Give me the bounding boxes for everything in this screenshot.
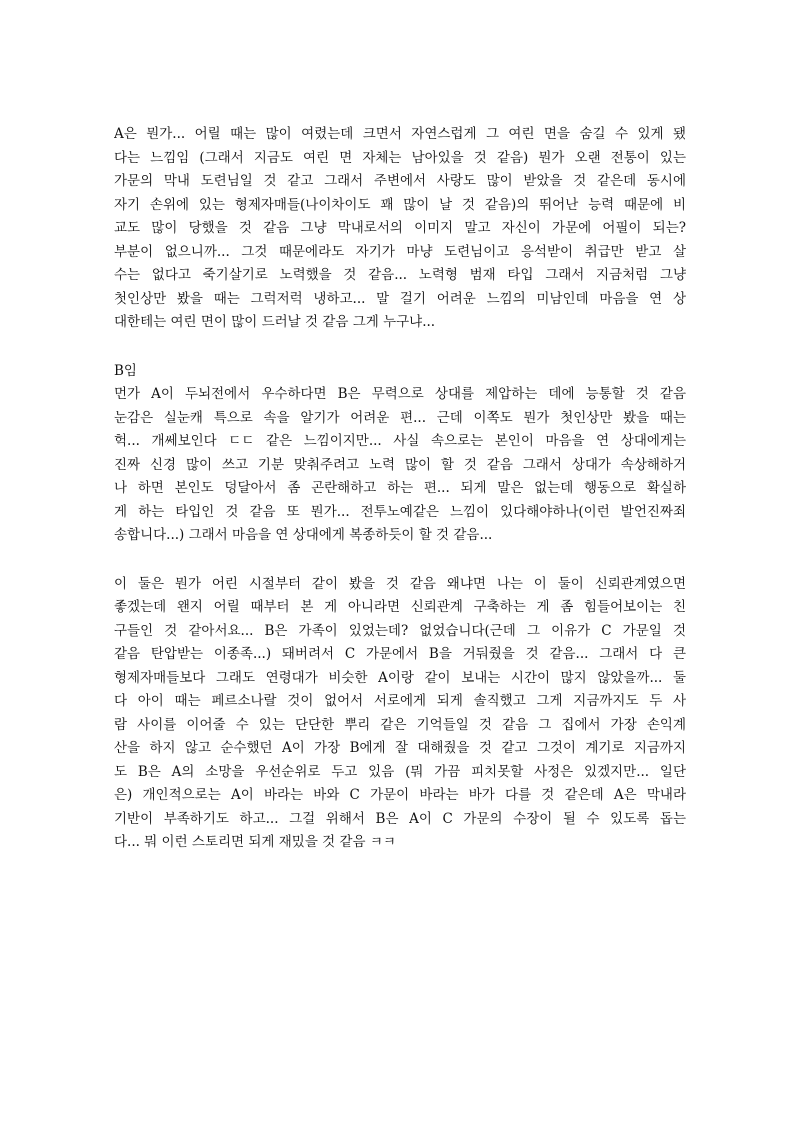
text-line: 이 둘은 뭔가 어린 시절부터 같이 봤을 것 같음 왜냐면 나는 이 둘이 신뢰관계였으면 [114,575,686,592]
text-line: 다 아이 때는 페르소나랄 것이 없어서 서로에게 되게 솔직했고 그게 지금까지도 두 사 [114,693,686,709]
text-line: 대한테는 여린 면이 많이 드러날 것 같음 그게 누구냐... [114,314,436,330]
paragraph-b [114,383,686,548]
text-line: A은 뭔가... 어릴 때는 많이 여렸는데 크면서 자연스럽게 그 여린 면을 숨길 수 있게 됐 [114,126,686,142]
text-line: 눈감은 실눈캐 특으로 속을 알기가 어려운 편... 근데 이쪽도 뭔가 첫인상만 봤을 때는 [114,409,686,426]
text-line: 교도 많이 당했을 것 같음 그냥 막내로서의 이미지 말고 자신이 가문에 어필이 되는? [114,220,686,236]
paragraph-b-section [114,360,686,548]
text-line: 먼가 A이 두뇌전에서 우수하다면 B은 무력으로 상대를 제압하는 데에 능통할 것 같음 [114,386,686,402]
text-line: 형제자매들보다 그래도 연령대가 비슷한 A이랑 같이 보내는 시간이 많지 않았을까... 둘 [114,669,686,686]
text-line: 같음 탄압받는 이종족...) 돼버려서 C 가문에서 B을 거둬줬을 것 같음... 그래서 다 큰 [114,646,686,662]
text-line: 다는 느낌임 (그래서 지금도 여린 면 자체는 남아있을 것 같음) 뭔가 오랜 전통이 있는 [114,149,686,166]
document-page [114,123,686,880]
paragraph-c [114,573,686,855]
text-line: 은) 개인적으로는 A이 바라는 바와 C 가문이 바라는 바가 다를 것 같은데 A은 막내라 [114,787,686,803]
text-line: 다... 뭐 이런 스토리면 되게 재밌을 것 같음 ㅋㅋ [114,834,396,850]
text-line: 진짜 신경 많이 쓰고 기분 맞춰주려고 노력 많이 할 것 같음 그래서 상대가 속상해하거 [114,456,686,473]
text-line: 나 하면 본인도 덩달아서 좀 곤란해하고 하는 편... 되게 말은 없는데 행동으로 확실하 [114,480,686,496]
text-line: 송합니다...) 그래서 마음을 연 상대에게 복종하듯이 할 것 같음... [114,527,493,543]
text-line: 도 B은 A의 소망을 우선순위로 두고 있음 (뭐 가끔 피치못할 사정은 있겠지만... 일단 [114,763,686,780]
text-line: 기반이 부족하기도 하고... 그걸 위해서 B은 A이 C 가문의 수장이 될 수 있도록 돕는 [114,810,686,827]
paragraph-a [114,123,686,335]
text-line: 수는 없다고 죽기살기로 노력했을 것 같음... 노력형 범재 타입 그래서 지금처럼 그냥 [114,267,686,283]
section-label-b: B임 [114,362,137,379]
text-line: 가문의 막내 도련님일 것 같고 그래서 주변에서 사랑도 많이 받았을 것 같은데 동시에 [114,173,686,189]
text-line: 좋겠는데 왠지 어릴 때부터 본 게 아니라면 신뢰관계 구축하는 게 좀 힘들어보이는 친 [114,599,686,615]
text-line: 헉... 개쎄보인다 ㄷㄷ 같은 느낌이지만... 사실 속으로는 본인이 마음을 연 상대에게는 [114,433,686,449]
text-line: 람 사이를 이어줄 수 있는 단단한 뿌리 같은 기억들일 것 같음 그 집에서 가장 손익계 [114,716,686,733]
text-line: 부분이 없으니까... 그것 때문에라도 자기가 마냥 도련님이고 응석받이 취급만 받고 살 [114,243,686,260]
text-line: 산을 하지 않고 순수했던 A이 가장 B에게 잘 대해줬을 것 같고 그것이 계기로 지금까지 [114,740,686,756]
text-line: 게 하는 타입인 것 같음 또 뭔가... 전투노예같은 느낌이 있다해야하나(이런 발언진짜죄 [114,503,686,520]
text-line: 구들인 것 같아서요... B은 가족이 있었는데? 없었습니다(근데 그 이유가 C 가문일 것 [114,622,686,639]
text-line: 자기 손위에 있는 형제자매들(나이차이도 꽤 많이 날 것 같음)의 뛰어난 능력 때문에 비 [114,196,686,213]
text-line: 첫인상만 봤을 때는 그럭저럭 냉하고... 말 걸기 어려운 느낌의 미남인데 마음을 연 상 [114,290,686,307]
